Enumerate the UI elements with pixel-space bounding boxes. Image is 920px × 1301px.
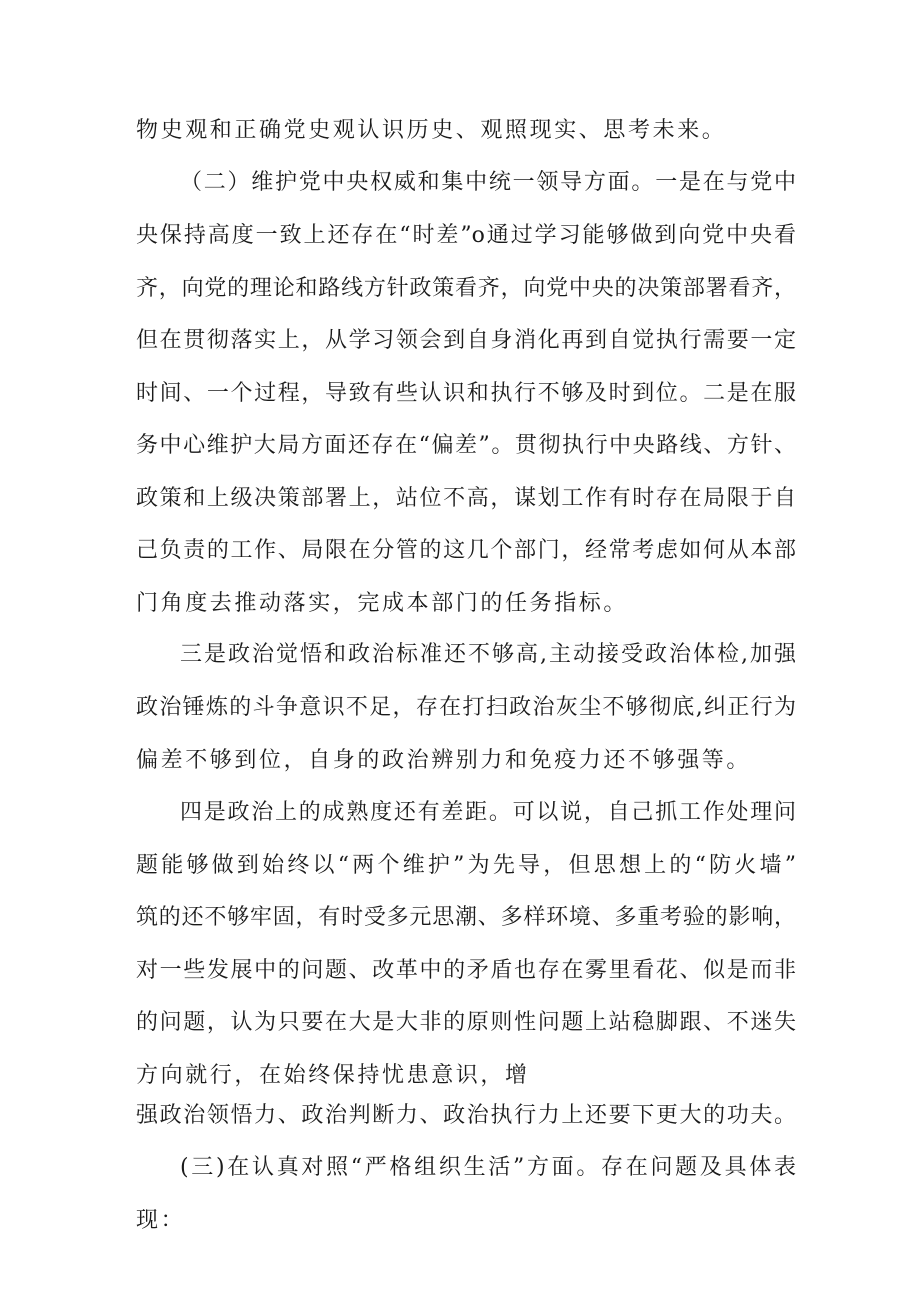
text-line-8: 政策和上级决策部署上，站位不高，谋划工作有时存在局限于自 [136,486,796,511]
text-line-21: (三)在认真对照“严格组织生活”方面。存在问题及具体表 [180,1155,796,1180]
text-line-1: 物史观和正确党史观认识历史、观照现实、思考未来。 [136,118,727,143]
text-line-9: 己负责的工作、局限在分管的这几个部门，经常考虑如何从本部 [136,538,796,563]
text-line-4: 齐，向党的理论和路线方针政策看齐，向党中央的决策部署看齐， [136,276,796,301]
text-line-13: 偏差不够到位，自身的政治辨别力和免疫力还不够强等。 [136,748,752,773]
text-line-22: 现： [136,1208,186,1233]
text-line-16: 筑的还不够牢固，有时受多元思潮、多样环境、多重考验的影响， [136,905,796,930]
text-line-2: （二）维护党中央权威和集中统一领导方面。一是在与党中 [180,170,796,195]
text-line-10: 门角度去推动落实，完成本部门的任务指标。 [136,591,629,616]
text-line-3: 央保持高度一致上还存在“时差”o通过学习能够做到向党中央看 [136,223,796,248]
text-line-12: 政治锤炼的斗争意识不足，存在打扫政治灰尘不够彻底,纠正行为 [136,695,796,720]
text-line-7: 务中心维护大局方面还存在“偏差”。贯彻执行中央路线、方针、 [136,433,796,458]
text-line-20: 强政治领悟力、政治判断力、政治执行力上还要下更大的功夫。 [136,1103,796,1128]
text-line-5: 但在贯彻落实上，从学习领会到自身消化再到自觉执行需要一定 [136,328,796,353]
text-line-15: 题能够做到始终以“两个维护”为先导，但思想上的“防火墙” [136,853,796,878]
text-line-19: 方向就行，在始终保持忧患意识，增 [136,1063,530,1088]
text-line-14: 四是政治上的成熟度还有差距。可以说，自己抓工作处理问 [180,800,796,825]
text-line-18: 的问题，认为只要在大是大非的原则性问题上站稳脚跟、不迷失 [136,1010,796,1035]
text-line-11: 三是政治觉悟和政治标准还不够高,主动接受政治体检,加强 [180,642,796,667]
text-line-6: 时间、一个过程，导致有些认识和执行不够及时到位。二是在服 [136,381,796,406]
text-line-17: 对一些发展中的问题、改革中的矛盾也存在雾里看花、似是而非 [136,958,796,983]
